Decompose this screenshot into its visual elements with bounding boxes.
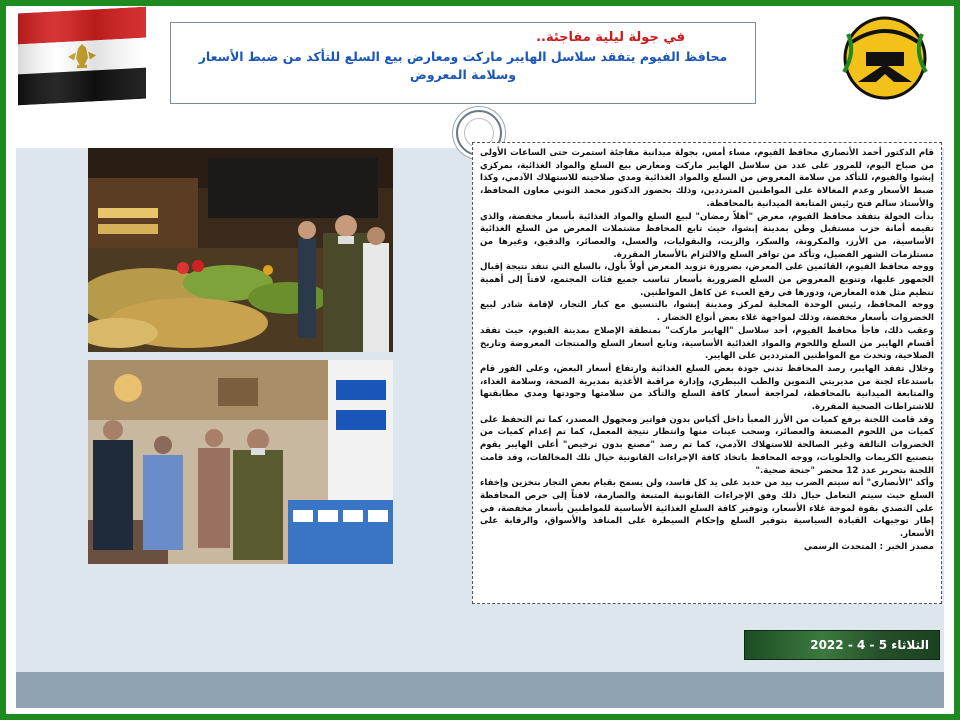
article-source: مصدر الخبر : المتحدث الرسمي	[804, 541, 934, 552]
article-paragraph: ووجه المحافظ، رئيس الوحدة المحلية لمركز ومدينة إبشوا، بالتنسيق مع كبار التجار، لإقامة شادر لبيع الخضروات بأسعار مخفضة، وذلك لمواجهة غلاء بعض أنواع الخضار .	[480, 300, 934, 324]
article-paragraph: وعقب ذلك، فاجأ محافظ الفيوم، أحد سلاسل "الهايبر ماركت" بمنطقة الإصلاح بمدينة الفيوم، حيث تفقد أقسام الهايبر من السلع واللحوم والمواد الغذائية الأساسية، وتابع أسعار السلع والمنتجات المعروضة وتاريخ الصلاحية، وتحدث مع المواطنين المترددين على الهايبر.	[480, 325, 934, 362]
article-paragraph: قام الدكتور أحمد الأنصاري محافظ الفيوم، مساء أمس، بجولة ميدانية مفاجئة استمرت حتى الساعات الأولى من صباح اليوم، للمرور على عدد من سلاسل الهايبر ماركت ومعارض بيع السلع والمواد الغذائية، بمركزي إبشوا والفيوم، للتأكد من سلامة المعروض من السلع والمواد الغذائية ومدي صلاحيته للاستهلاك الآدمي، وكذا ضبط الأسعار وعدم المغالاة على المواطنين المترددين، وذلك بحضور الدكتور محمد التوني معاون المحافظ، والأستاذ سالم فتح رئيس المتابعة الميدانية بالمحافظة.	[480, 148, 934, 209]
article-paragraph: وقد قامت اللجنة برفع كميات من الأرز المعبأ داخل أكياس بدون فواتير ومجهول المصدر، كما تم التحفظ على كميات من اللحوم المصنعة والعصائر، وسحب عينات منها وانتظار نتيجة المعمل، كما تم إعدام كميات من الخضروات التالفة وغير الصالحة للاستهلاك الآدمي، كما تم رصد "مصنع بدون ترخيص" أعلى الهايبر يقوم بتصنيع الكريمات والحلويات، ووجه المحافظ باتخاذ كافة الإجراءات القانونية حيال تلك المخالفات، وقد قامت اللجنة بتحرير عدد 12 محضر "جنحة صحية."	[480, 414, 934, 476]
headline-kicker: في جولة ليلية مفاجئة..	[536, 30, 685, 45]
date-label: الثلاثاء 5 - 4 - 2022	[744, 630, 940, 660]
headline-title: محافظ الفيوم يتفقد سلاسل الهايبر ماركت ومعارض بيع السلع للتأكد من ضبط الأسعار وسلامة المعروض	[198, 49, 728, 82]
headline-box	[170, 22, 756, 104]
article-body	[472, 142, 942, 604]
governorate-logo	[836, 12, 934, 104]
photo-produce-section	[88, 148, 393, 352]
article-paragraph: ووجه محافظ الفيوم، القائمين على المعرض، بضرورة تزويد المعرض أولاً بأول، بالسلع التي تنفد نتيجة إقبال الجمهور عليها، وتنويع المعروض من السلع الضرورية بأسعار تناسب جميع فئات المجتمع، لافتاً إلى أهمية تنظيم مثل هذه المعارض، ودورها في رفع العبء عن كاهل المواطنين.	[480, 262, 934, 298]
article-paragraph: وأكد "الأنصاري" أنه سيتم الضرب بيد من حديد على يد كل فاسد، ولن يسمح بقيام بعض التجار بتخزين وإخفاء السلع حيث سيتم التعامل حيال ذلك وفق الإجراءات القانونية المتبعة والصارمة، لافتاً إلى حرص المحافظة على التصدي بقوة لموجة غلاء الأسعار، وتوفير كافة السلع الغذائية الأساسية للمواطنين بأسعار مخفضة، في إطار توجيهات القيادة السياسية بتوفير السلع وإحكام السيطرة على المنافذ والأسواق، والرقابة على الأسعار.	[480, 478, 934, 540]
article-paragraph: بدأت الجولة بتفقد محافظ الفيوم، معرض "أهلاً رمضان" لبيع السلع والمواد الغذائية بأسعار مخفضة، والذي تقيمه أمانة حزب مستقبل وطن بمدينة إبشوا، حيث تابع المحافظ مشتملات المعرض من السلع الغذائية الأساسية، من الأرز، والمكرونة، والسكر، والزيت، والبقوليات، والعسل، والعصائر، والدقيق، وغيرها من مستلزمات الشهر الفضيل، وتأكد من توافر السلع والالتزام بالأسعار المقررة.	[480, 211, 934, 260]
photo-hypermarket-inspection	[88, 360, 393, 564]
egypt-flag	[18, 7, 146, 106]
footer-band	[16, 672, 944, 708]
article-paragraph: وخلال تفقد الهايبر، رصد المحافظ تدني جودة بعض السلع الغذائية وارتفاع أسعار البعض، وعلى الفور قام باستدعاء لجنة من مديريتي التموين والطب البيطري، وإدارة مراقبة الأغذية بمديرية الصحة، وسلامة الغذاء، والمتابعة الميدانية بالمحافظة، لمراجعة أسعار كافة السلع والتأكد من سلامتها وجودتها ومدي مطابقتها للاشتراطات الصحية المقررة.	[480, 363, 934, 413]
